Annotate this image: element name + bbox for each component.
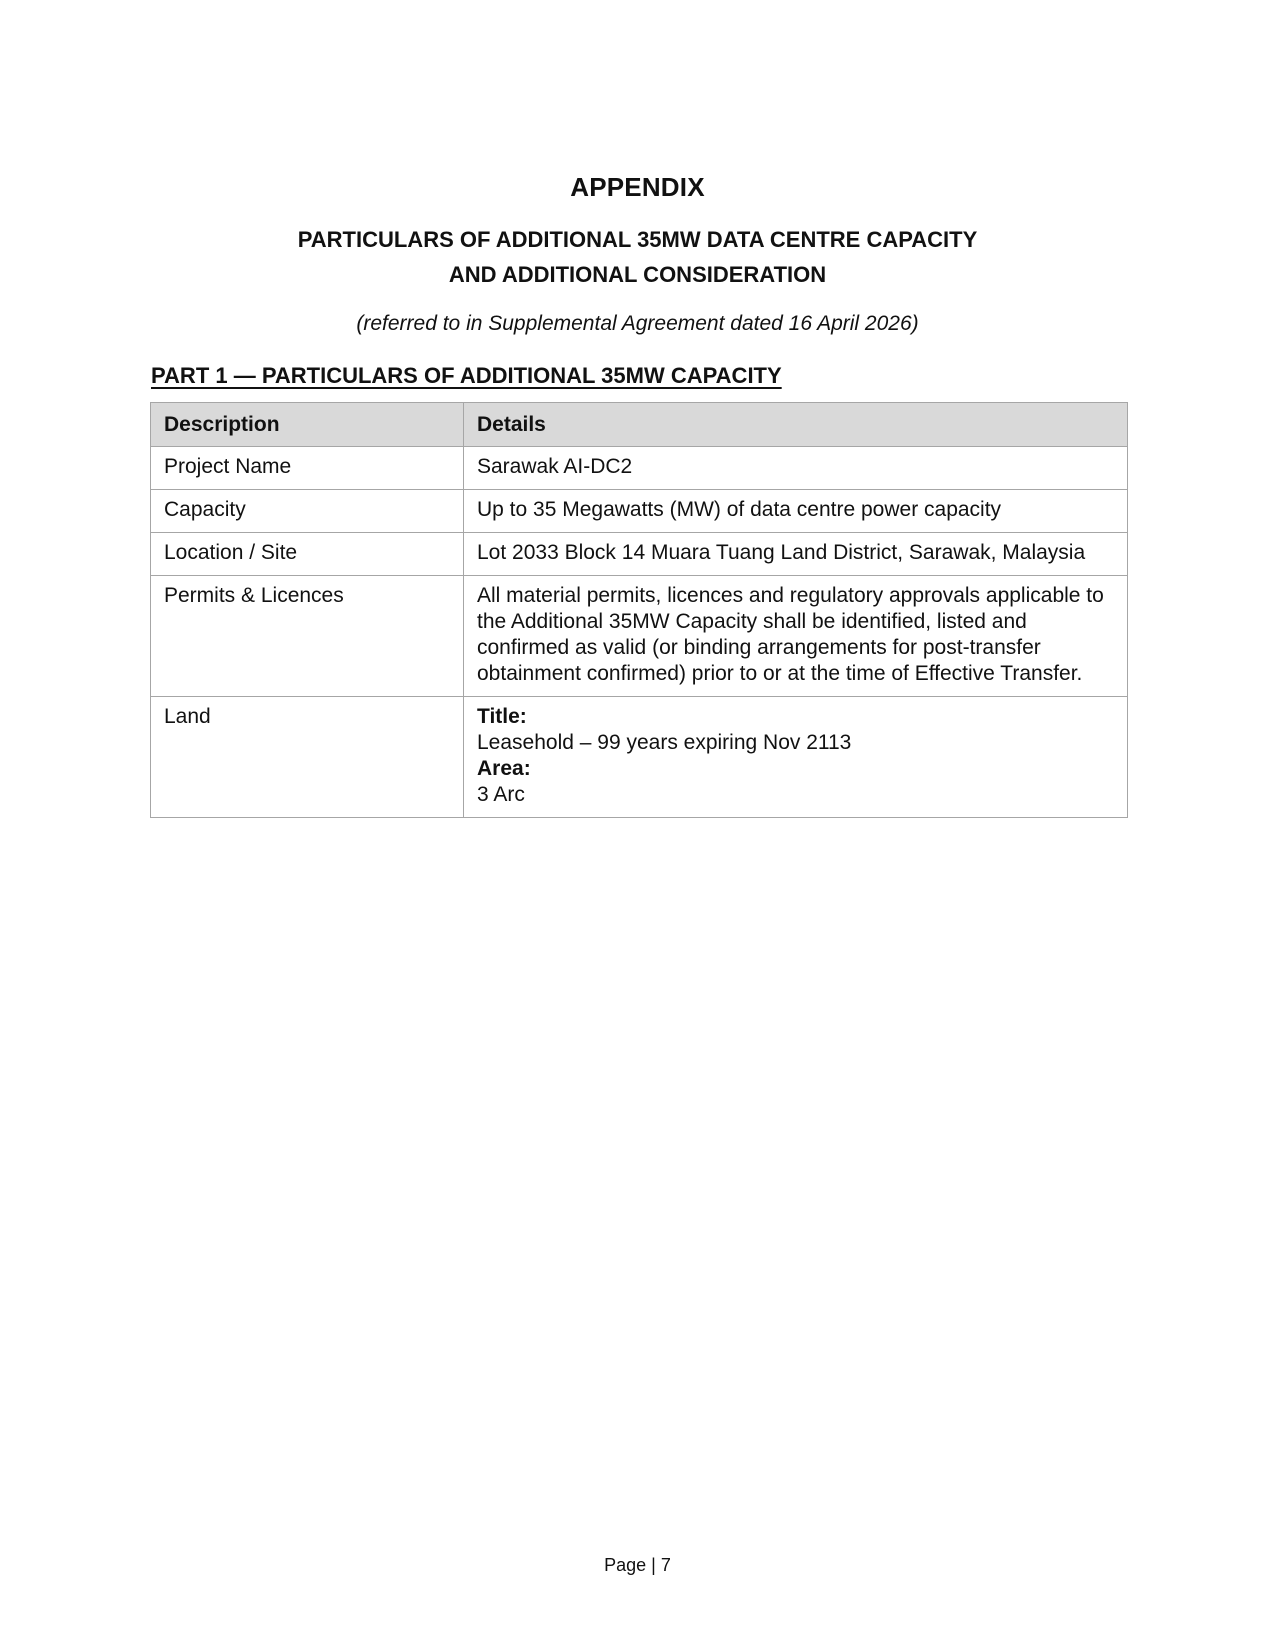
appendix-subtitle: [0, 222, 1275, 292]
agreement-reference: (referred to in Supplemental Agreement dated 16 April 2026): [356, 312, 919, 335]
table-row: [151, 576, 1128, 697]
row-details: Up to 35 Megawatts (MW) of data centre power capacity: [464, 490, 1128, 533]
table-row: [151, 533, 1128, 576]
land-title-value: Leasehold – 99 years expiring Nov 2113: [477, 731, 852, 754]
row-description: Location / Site: [151, 533, 464, 576]
subtitle-line-1: PARTICULARS OF ADDITIONAL 35MW DATA CENTRE CAPACITY: [297, 227, 978, 252]
row-details: Sarawak AI-DC2: [464, 447, 1128, 490]
particulars-table: [150, 402, 1128, 818]
subtitle-line-2: AND ADDITIONAL CONSIDERATION: [448, 262, 827, 287]
appendix-title: APPENDIX: [570, 172, 705, 202]
land-area-value: 3 Arc: [477, 783, 525, 806]
row-description: Capacity: [151, 490, 464, 533]
land-area-label: Area:: [477, 757, 531, 780]
part-1-heading: PART 1 — PARTICULARS OF ADDITIONAL 35MW CAPACITY: [151, 363, 782, 388]
page-number: Page | 7: [604, 1555, 671, 1575]
row-details: All material permits, licences and regulatory approvals applicable to the Additional 35MW Capacity shall be identified, listed and confirmed as valid (or binding arrangements for post-transfer obtainment confirmed) prior to or at the time of Effective Transfer.: [464, 576, 1128, 697]
table-row: [151, 447, 1128, 490]
table-row: [151, 697, 1128, 818]
column-header-description: Description: [151, 403, 464, 447]
row-description: Project Name: [151, 447, 464, 490]
table-header-row: [151, 403, 1128, 447]
row-description: Land: [151, 697, 464, 818]
table-row: [151, 490, 1128, 533]
land-title-label: Title:: [477, 705, 527, 728]
row-details: Lot 2033 Block 14 Muara Tuang Land District, Sarawak, Malaysia: [464, 533, 1128, 576]
row-description: Permits & Licences: [151, 576, 464, 697]
column-header-details: Details: [464, 403, 1128, 447]
row-details-land: [464, 697, 1128, 818]
